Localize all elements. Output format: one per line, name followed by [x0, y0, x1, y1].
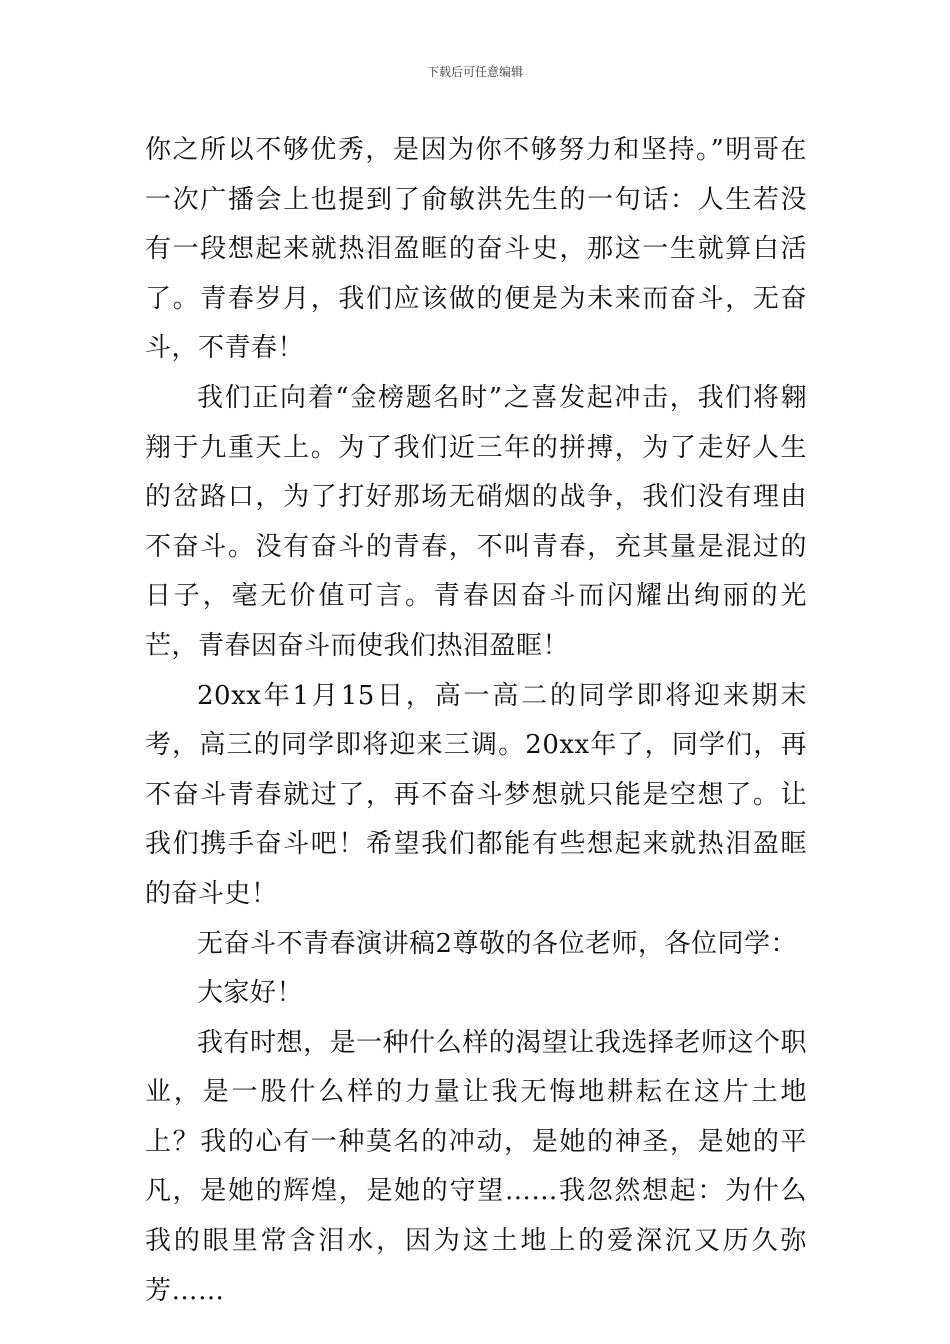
speech-title-greeting: 无奋斗不青春演讲稿2尊敬的各位老师，各位同学：	[197, 928, 798, 959]
paragraph-teacher-reflection: 我有时想，是一种什么样的渴望让我选择老师这个职业，是一股什么样的力量让我无悔地耕耘在这片土地上？我的心有一种莫名的冲动，是她的神圣，是她的平凡，是她的辉煌，是她的守望……我忽然想起：为什么我的眼里常含泪水，因为这土地上的爱深沉又历久弥芳……	[145, 1027, 807, 1306]
paragraph-exam-sprint: 我们正向着“金榜题名时”之喜发起冲击，我们将翱翔于九重天上。为了我们近三年的拼搏，为了走好人生的岔路口，为了打好那场无硝烟的战争，我们没有理由不奋斗。没有奋斗的青春，不叫青春，充其量是混过的日子，毫无价值可言。青春因奋斗而闪耀出绚丽的光芒，青春因奋斗而使我们热泪盈眶！	[145, 382, 807, 661]
document-body	[145, 126, 807, 1316]
paragraph-exam-dates: 20xx年1月15日，高一高二的同学即将迎来期末考，高三的同学即将迎来三调。20xx年了，同学们，再不奋斗青春就过了，再不奋斗梦想就只能是空想了。让我们携手奋斗吧！希望我们都能有些想起来就热泪盈眶的奋斗史！	[145, 680, 807, 909]
greeting-line: 大家好！	[197, 978, 304, 1009]
paragraph-continuation: 你之所以不够优秀，是因为你不够努力和坚持。”明哥在一次广播会上也提到了俞敏洪先生的一句话：人生若没有一段想起来就热泪盈眶的奋斗史，那这一生就算白活了。青春岁月，我们应该做的便是为未来而奋斗，无奋斗，不青春！	[145, 135, 807, 364]
page-header-note: 下载后可任意编辑	[426, 65, 523, 79]
